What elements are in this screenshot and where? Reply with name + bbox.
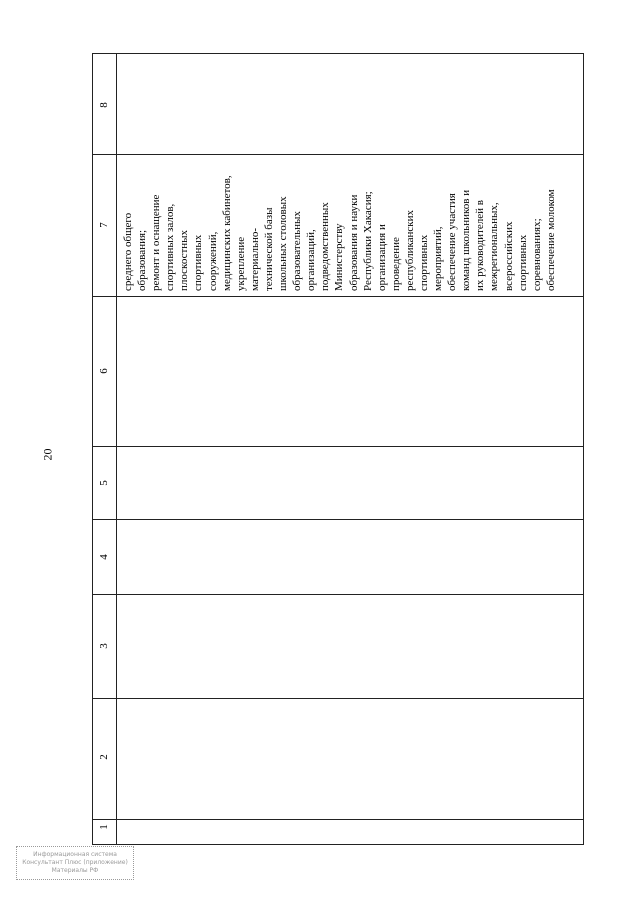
column-number-3: 3 (98, 643, 110, 649)
cell-text-line: плоскостных (178, 229, 191, 291)
column-number-4: 4 (98, 554, 110, 560)
column-number-1: 1 (98, 824, 110, 830)
column-divider (92, 698, 584, 699)
cell-text-line: укрепление (234, 236, 247, 291)
cell-column-7 (121, 159, 581, 291)
cell-text-line: республиканских (403, 209, 416, 291)
stamp (16, 846, 134, 880)
cell-text-line: подведомственных (319, 202, 332, 291)
column-divider (92, 819, 584, 820)
cell-text-line: школьных столовых (277, 196, 290, 291)
cell-text-line: Республики Хакасия; (361, 191, 374, 291)
column-number-2: 2 (98, 754, 110, 760)
cell-text-line: обеспечение участия (446, 193, 459, 291)
cell-text-line: всероссийских (502, 221, 515, 291)
cell-text-line: организация и (375, 224, 388, 291)
cell-text-line: соревнованиях; (530, 218, 543, 291)
cell-text-line: мероприятий, (432, 226, 445, 291)
column-divider (92, 519, 584, 520)
cell-text-line: образования и науки (347, 194, 360, 291)
cell-text-line: образовательных (291, 211, 304, 291)
column-number-5: 5 (98, 480, 110, 486)
column-divider (92, 446, 584, 447)
column-number-6: 6 (98, 368, 110, 374)
column-divider (92, 594, 584, 595)
column-number-8: 8 (98, 102, 110, 108)
cell-text-line: материально- (248, 227, 261, 291)
header-separator (116, 53, 117, 845)
column-divider (92, 296, 584, 297)
cell-text-line: спортивных (417, 234, 430, 291)
cell-text-line: межрегиональных, (488, 202, 501, 291)
column-divider (92, 154, 584, 155)
stamp-line: Материалы РФ (51, 867, 99, 874)
cell-text-line: сооружений, (206, 231, 219, 291)
cell-text-line: организаций, (305, 229, 318, 291)
cell-text-line: спортивных (516, 234, 529, 291)
column-number-7: 7 (98, 222, 110, 228)
cell-text-line: спортивных (192, 234, 205, 291)
stamp-line: Консультант Плюс (приложение) (22, 859, 128, 866)
cell-text-line: обеспечение молоком (544, 189, 557, 291)
cell-text-line: Министерству (333, 223, 346, 291)
cell-text-line: образования; (136, 229, 149, 291)
stamp-line: Информационная система (33, 851, 117, 858)
cell-text-line: среднего общего (122, 212, 134, 291)
cell-text-line: команд школьников и (460, 189, 473, 291)
cell-text-line: проведение (389, 237, 402, 291)
cell-text-line: спортивных залов, (164, 203, 177, 291)
cell-text-line: их руководителей в (474, 200, 487, 291)
cell-text-line: технической базы (262, 207, 275, 291)
page-number: 20 (40, 448, 55, 460)
cell-text-line: ремонт и оснащение (150, 194, 163, 291)
cell-text-line: медицинских кабинетов, (220, 175, 233, 291)
